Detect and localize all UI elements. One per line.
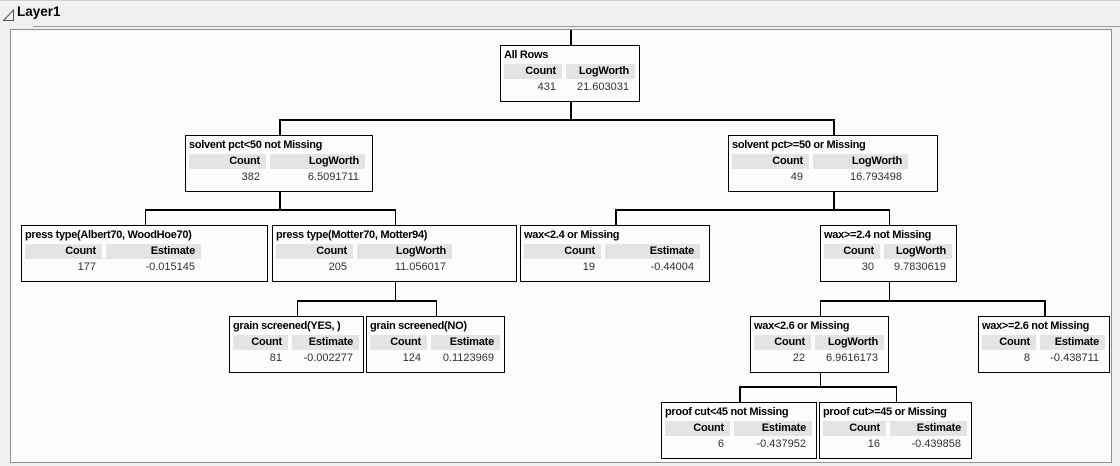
node-stat-value: 9.7830619 [894,261,946,273]
tree-connector-line [145,209,147,225]
node-count-header: Count [982,335,1036,350]
node-title: grain screened(NO) [370,320,467,332]
node-title: wax<2.6 or Missing [754,320,850,332]
tree-connector-line [739,386,897,388]
tree-node-press-albert[interactable] [21,225,268,282]
node-header-row [979,335,1109,350]
node-count-header: Count [665,421,730,436]
tree-connector-line [889,209,891,225]
node-stat-value: -0.439858 [911,438,961,450]
node-count-header: Count [754,335,811,350]
node-stat-header: LogWorth [357,244,452,259]
tree-connector-line [297,300,438,302]
tree-connector-line [395,282,397,300]
node-header-row [22,244,267,259]
node-count-value: 30 [861,261,874,273]
node-count-value: 6 [717,438,724,450]
node-title: wax>=2.6 not Missing [982,320,1090,332]
node-count-value: 22 [792,352,805,364]
node-stat-value: -0.002277 [303,352,353,364]
node-count-value: 205 [328,261,347,273]
node-value-row [230,351,363,366]
node-title: wax>=2.4 not Missing [824,229,932,241]
node-count-header: Count [823,421,886,436]
node-stat-header: LogWorth [270,154,365,169]
node-stat-value: 6.5091711 [307,171,359,183]
node-stat-header: Estimate [431,335,500,350]
node-title: proof cut>=45 or Missing [823,406,947,418]
node-stat-header: LogWorth [815,335,884,350]
tree-connector-line [615,209,890,211]
node-value-row [367,351,504,366]
node-count-header: Count [824,244,880,259]
node-count-value: 382 [241,171,260,183]
tree-node-solvent-ge50[interactable] [728,135,938,192]
node-count-header: Count [25,244,102,259]
node-title: press type(Albert70, WoodHoe70) [25,229,192,241]
node-title: grain screened(YES, ) [233,320,341,332]
tree-connector-line [739,386,741,402]
tree-connector-line [820,373,822,386]
tree-connector-line [820,300,1046,302]
node-count-header: Count [504,64,562,79]
node-count-value: 124 [402,352,421,364]
node-header-row [662,421,816,436]
tree-connector-line [279,119,835,121]
node-count-value: 19 [582,261,595,273]
node-header-row [367,335,504,350]
node-title: proof cut<45 not Missing [665,406,789,418]
node-value-row [662,437,816,452]
node-header-row [230,335,363,350]
tree-node-proof-ge45[interactable] [819,402,972,459]
node-stat-header: Estimate [890,421,967,436]
node-stat-header: LogWorth [566,64,635,79]
tree-node-grain-no[interactable] [366,316,505,373]
node-stat-header: LogWorth [884,244,952,259]
tree-node-solvent-lt50[interactable] [185,135,373,192]
tree-connector-line [833,119,835,135]
node-stat-header: Estimate [292,335,359,350]
node-stat-value: -0.437952 [756,438,806,450]
tree-node-grain-yes[interactable] [229,316,364,373]
node-stat-value: 6.9616173 [826,352,878,364]
tree-connector-line [436,300,438,316]
tree-connector-line [297,300,299,316]
node-header-row [729,154,937,169]
node-title: wax<2.4 or Missing [524,229,620,241]
node-title: press type(Motter70, Motter94) [276,229,428,241]
node-stat-header: Estimate [106,244,201,259]
node-value-row [273,260,516,275]
node-value-row [22,260,267,275]
node-stat-value: 16.793498 [850,171,902,183]
tree-connector-line [570,30,572,45]
tree-connector-line [279,119,281,135]
node-stat-value: -0.44004 [650,261,694,273]
tree-node-proof-lt45[interactable] [661,402,817,459]
node-count-value: 177 [77,261,96,273]
tree-node-press-motter[interactable] [272,225,517,282]
node-stat-value: -0.015145 [145,261,195,273]
node-count-header: Count [233,335,288,350]
tree-node-all-rows[interactable] [500,45,640,102]
tree-connector-line [820,300,822,316]
node-stat-header: Estimate [605,244,700,259]
node-header-row [501,64,639,79]
node-count-value: 49 [790,171,803,183]
node-title: solvent pct>=50 or Missing [732,139,866,151]
tree-connector-line [615,209,617,225]
node-title: solvent pct<50 not Missing [189,139,323,151]
tree-connector-line [395,209,397,225]
node-header-row [273,244,516,259]
node-header-row [820,421,971,436]
node-stat-header: LogWorth [813,154,908,169]
node-value-row [501,80,639,95]
node-value-row [821,260,956,275]
node-value-row [751,351,888,366]
node-count-header: Count [189,154,266,169]
tree-connector-line [279,192,281,209]
tree-connector-line [145,209,397,211]
tree-node-wax-lt24[interactable] [520,225,710,282]
tree-connector-line [896,386,898,402]
node-value-row [186,170,372,185]
node-count-header: Count [732,154,809,169]
node-count-value: 8 [1023,352,1030,364]
node-stat-header: Estimate [1040,335,1105,350]
node-count-value: 81 [269,352,282,364]
tree-connector-line [889,282,891,300]
node-stat-value: 11.056017 [394,261,446,273]
tree-connector-line [570,102,572,119]
node-count-value: 16 [867,438,880,450]
node-value-row [820,437,971,452]
node-value-row [729,170,937,185]
node-value-row [979,351,1109,366]
node-header-row [821,244,956,259]
node-count-header: Count [276,244,353,259]
node-value-row [521,260,709,275]
tree-node-wax-lt26[interactable] [750,316,889,373]
node-count-header: Count [524,244,601,259]
node-stat-value: 0.1123969 [442,352,494,364]
node-count-value: 431 [537,81,556,93]
node-header-row [186,154,372,169]
tree-connector-line [1044,300,1046,316]
node-stat-header: Estimate [734,421,812,436]
tree-node-wax-ge24[interactable] [820,225,957,282]
node-stat-value: -0.438711 [1050,352,1099,364]
node-header-row [751,335,888,350]
node-stat-value: 21.603031 [577,81,629,93]
node-count-header: Count [370,335,427,350]
node-title: All Rows [504,49,549,61]
outline-title[interactable]: Layer1 [17,4,61,19]
tree-connector-line [833,192,835,209]
tree-stage [0,1,1120,466]
tree-node-wax-ge26[interactable] [978,316,1110,373]
node-header-row [521,244,709,259]
